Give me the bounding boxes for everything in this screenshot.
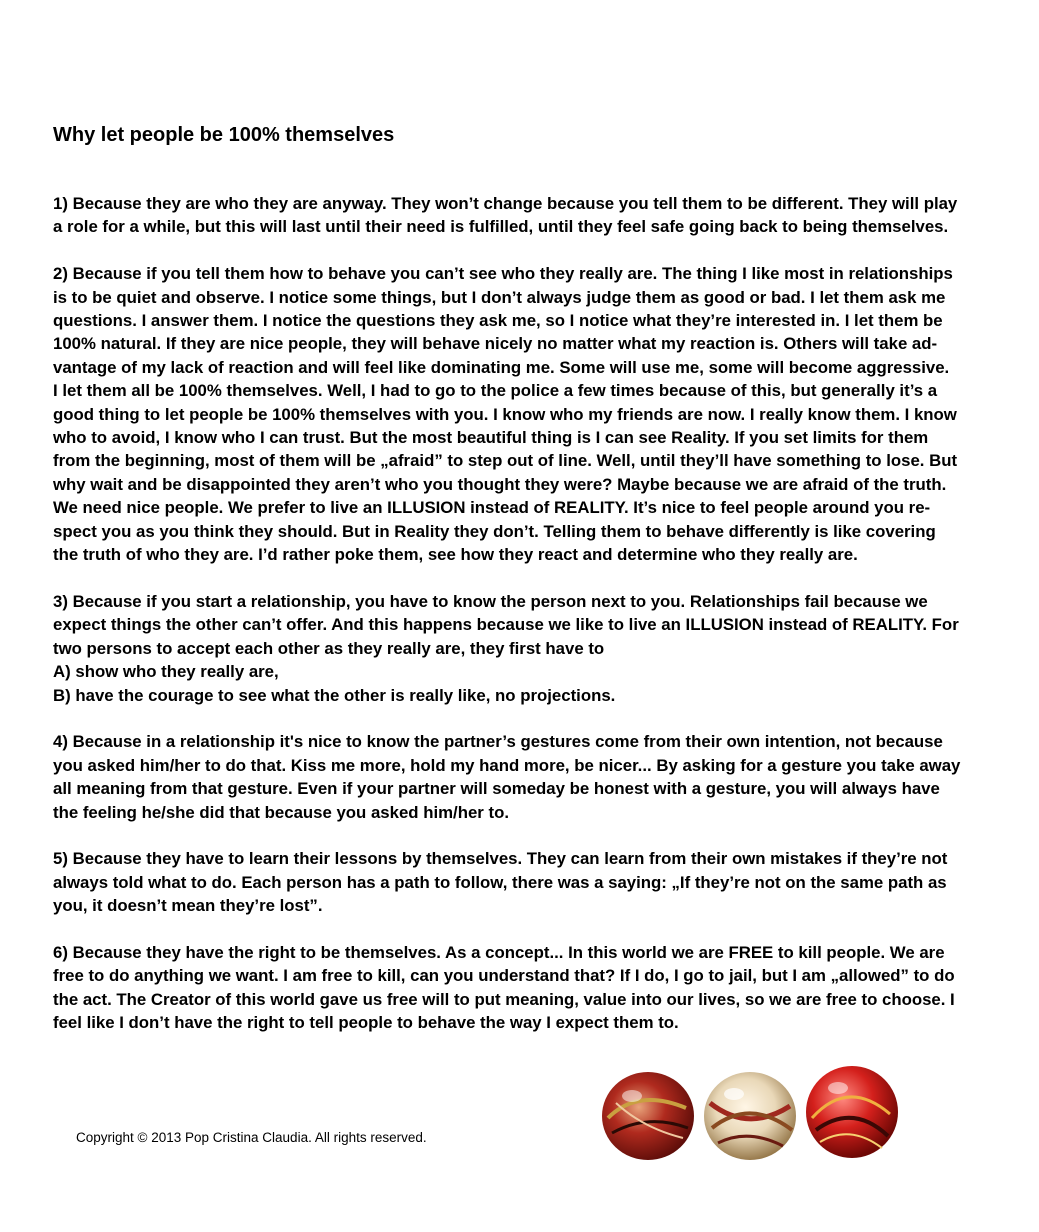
text-line: 5) Because they have to learn their lessons by themselves. They can learn from their own mistakes if they’re not — [53, 849, 948, 869]
text-line: free to do anything we want. I am free to kill, can you understand that? If I do, I go to jail, but I am „allowed” to do — [53, 966, 955, 986]
text-line: a role for a while, but this will last until their need is fulfilled, until they feel safe going back to being themselves. — [53, 217, 949, 237]
text-line: good thing to let people be 100% themselves with you. I know who my friends are now. I really know them. I know — [53, 404, 957, 424]
paragraph-2 — [53, 262, 1011, 566]
text-line: A) show who they really are, — [53, 662, 279, 682]
text-line: from the beginning, most of them will be „afraid” to step out of line. Well, until they’ll have something to lose. But — [53, 451, 958, 471]
text-line: We need nice people. We prefer to live an ILLUSION instead of REALITY. It’s nice to feel people around you re- — [53, 498, 931, 518]
copyright-notice: Copyright © 2013 Pop Cristina Claudia. All rights reserved. — [76, 1130, 427, 1145]
article-body — [53, 192, 1011, 1058]
text-line: the feeling he/she did that because you asked him/her to. — [53, 802, 509, 822]
text-line: 100% natural. If they are nice people, they will behave nicely no matter what my reaction is. Others will take ad- — [53, 334, 938, 354]
text-line: 3) Because if you start a relationship, you have to know the person next to you. Relationships fail because we — [53, 591, 928, 611]
text-line: questions. I answer them. I notice the questions they ask me, so I notice what they’re interested in. I let them be — [53, 311, 943, 331]
text-line: expect things the other can’t offer. And this happens because we like to live an ILLUSION instead of REALITY. For — [53, 615, 959, 635]
paragraph-5 — [53, 847, 1011, 917]
ring-3 — [806, 1066, 898, 1158]
text-line: all meaning from that gesture. Even if your partner will someday be honest with a gesture, you will always have — [53, 779, 940, 799]
text-line: spect you as you think they should. But in Reality they don’t. Telling them to behave differently is like covering — [53, 521, 936, 541]
text-line: 6) Because they have the right to be themselves. As a concept... In this world we are FREE to kill people. We are — [53, 942, 945, 962]
text-line: who to avoid, I know who I can trust. But the most beautiful thing is I can see Reality. If you set limits for them — [53, 428, 929, 448]
text-line: 1) Because they are who they are anyway. They won’t change because you tell them to be different. They will play — [53, 194, 958, 213]
text-line: B) have the courage to see what the other is really like, no projections. — [53, 685, 616, 705]
text-line: vantage of my lack of reaction and will feel like dominating me. Some will use me, some will become aggressive. — [53, 357, 950, 377]
text-line: the truth of who they are. I’d rather poke them, see how they react and determine who they really are. — [53, 545, 858, 565]
ring-1 — [602, 1072, 694, 1160]
text-line: I let them all be 100% themselves. Well, I had to go to the police a few times because of this, but generally it’s a — [53, 381, 938, 401]
glass-rings-image — [598, 1058, 903, 1168]
text-line: always told what to do. Each person has a path to follow, there was a saying: „If they’re not on the same path as — [53, 872, 947, 892]
paragraph-3 — [53, 590, 1011, 707]
page-title: Why let people be 100% themselves — [53, 124, 395, 146]
text-line: is to be quiet and observe. I notice some things, but I don’t always judge them as good or bad. I let them ask me — [53, 287, 946, 307]
text-line: you asked him/her to do that. Kiss me more, hold my hand more, be nicer... By asking for a gesture you take away — [53, 755, 961, 775]
text-line: two persons to accept each other as they really are, they first have to — [53, 638, 605, 658]
text-line: 4) Because in a relationship it's nice to know the partner’s gestures come from their own intention, not because — [53, 732, 943, 752]
text-line: 2) Because if you tell them how to behave you can’t see who they really are. The thing I like most in relationships — [53, 264, 953, 284]
paragraph-1 — [53, 192, 1011, 239]
text-line: you, it doesn’t mean they’re lost”. — [53, 896, 323, 916]
paragraph-6 — [53, 941, 1011, 1035]
text-line: why wait and be disappointed they aren’t who you thought they were? Maybe because we are afraid of the truth. — [53, 474, 947, 494]
text-line: feel like I don’t have the right to tell people to behave the way I expect them to. — [53, 1013, 679, 1033]
ring-2 — [704, 1072, 796, 1160]
text-line: the act. The Creator of this world gave us free will to put meaning, value into our lives, so we are free to choose. I — [53, 989, 955, 1009]
paragraph-4 — [53, 730, 1011, 824]
